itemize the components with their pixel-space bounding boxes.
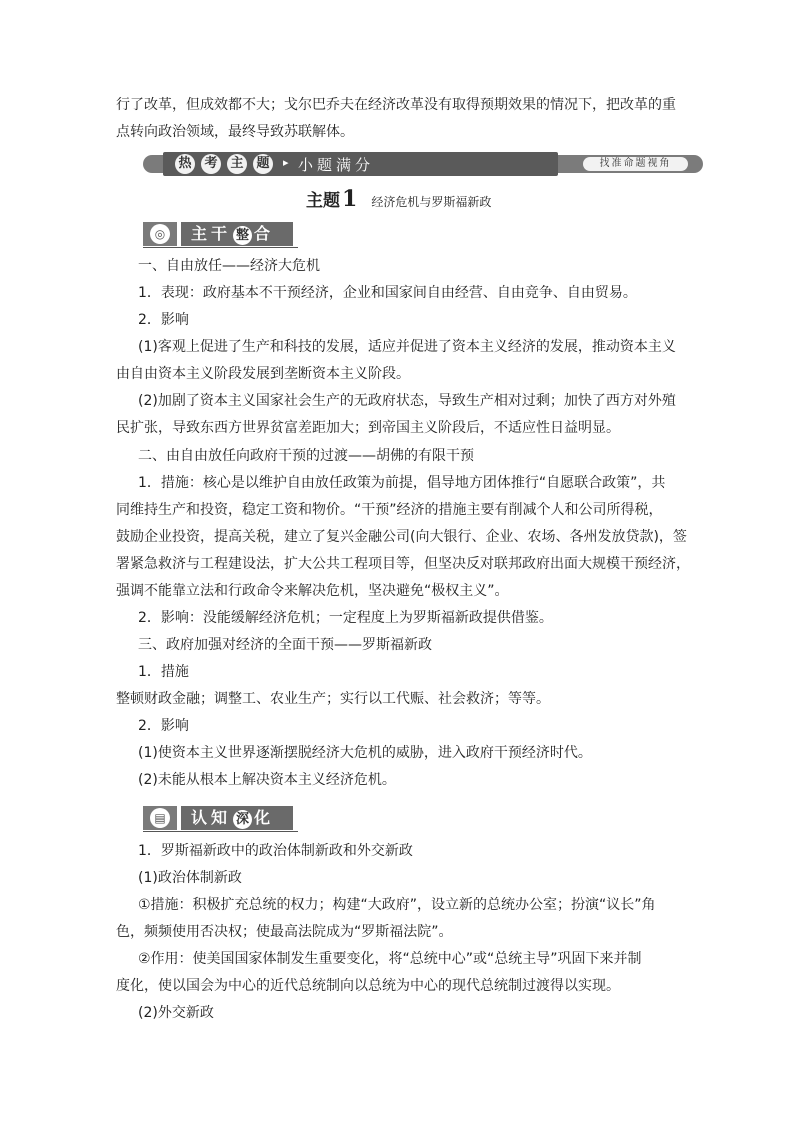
- banner-char: 主: [227, 154, 247, 174]
- paragraph-line: ①措施：积极扩充总统的权力；构建“大政府”，设立新的总统办公室；扮演“议长”角: [138, 897, 656, 913]
- section-label-highlight: 整: [233, 226, 252, 245]
- paragraph-line: 1．措施: [138, 664, 189, 680]
- section-label-post: 化: [254, 808, 275, 827]
- paragraph-line: 署紧急救济与工程建设法，扩大公共工程项目等，但坚决反对联邦政府出面大规模干预经济，: [116, 556, 690, 572]
- paragraph-line: (2)外交新政: [138, 1005, 214, 1021]
- banner-char: 考: [201, 154, 221, 174]
- paragraph-line: 同维持生产和投资，稳定工资和物价。“干预”经济的措施主要有削减个人和公司所得税，: [116, 502, 663, 518]
- banner-char: 题: [253, 154, 273, 174]
- paragraph-line: ②作用：使美国国家体制发生重要变化，将“总统中心”或“总统主导”巩固下来并制: [138, 951, 642, 967]
- banner-main-strip: [163, 152, 558, 176]
- section-badge: [143, 806, 177, 830]
- paragraph-line: 点转向政治领域，最终导致苏联解体。: [116, 124, 354, 140]
- topic-subtitle: 经济危机与罗斯福新政: [371, 195, 492, 209]
- banner-arrow-icon: ▸: [283, 156, 289, 169]
- banner-char: 热: [175, 154, 195, 174]
- section-label: [181, 806, 293, 830]
- paragraph-line: 鼓励企业投资，提高关税，建立了复兴金融公司(向大银行、企业、农场、各州发放贷款)，签: [116, 529, 687, 545]
- section-badge: [143, 222, 177, 246]
- paragraph-line: 色，频频使用否决权；使最高法院成为“罗斯福法院”。: [116, 924, 453, 940]
- heading-line: 三、政府加强对经济的全面干预——罗斯福新政: [138, 637, 432, 653]
- topic-label: 主题: [306, 191, 340, 211]
- hot-topic-banner: [143, 152, 703, 176]
- section-label-pre: 主干: [191, 224, 232, 243]
- book-icon: ▤: [150, 808, 170, 828]
- banner-tag: 找准命题视角: [583, 157, 688, 171]
- section-label-pre: 认知: [191, 808, 232, 827]
- paragraph-line: 度化，使以国会为中心的近代总统制向以总统为中心的现代总统制过渡得以实现。: [116, 978, 620, 994]
- section-underline: [143, 247, 298, 248]
- paragraph-line: (2)未能从根本上解决资本主义经济危机。: [138, 772, 396, 788]
- paragraph-line: 行了改革，但成效都不大；戈尔巴乔夫在经济改革没有取得预期效果的情况下，把改革的重: [116, 97, 676, 113]
- paragraph-line: 2．影响: [138, 718, 189, 734]
- paragraph-line: (2)加剧了资本主义国家社会生产的无政府状态，导致生产相对过剩；加快了西方对外殖: [138, 393, 676, 409]
- section-label-highlight: 深: [233, 810, 252, 829]
- section-underline: [143, 831, 298, 832]
- topic-number: 1: [342, 186, 358, 212]
- section-label: [181, 222, 293, 246]
- banner-subtitle: 小题满分: [298, 156, 375, 174]
- target-icon: ◎: [150, 224, 170, 244]
- paragraph-line: 1．措施：核心是以维护自由放任政策为前提，倡导地方团体推行“自愿联合政策”，共: [138, 475, 666, 491]
- paragraph-line: 整顿财政金融；调整工、农业生产；实行以工代赈、社会救济；等等。: [116, 691, 550, 707]
- section-label-post: 合: [254, 224, 275, 243]
- heading-line: 1．罗斯福新政中的政治体制新政和外交新政: [138, 843, 413, 859]
- paragraph-line: 2．影响: [138, 312, 189, 328]
- heading-line: 二、由自由放任向政府干预的过渡——胡佛的有限干预: [138, 448, 474, 464]
- heading-line: 一、自由放任——经济大危机: [138, 258, 320, 274]
- paragraph-line: (1)客观上促进了生产和科技的发展，适应并促进了资本主义经济的发展，推动资本主义: [138, 339, 676, 355]
- topic-title: [306, 186, 491, 212]
- section-header-integration: [143, 222, 298, 248]
- paragraph-line: 2．影响：没能缓解经济危机；一定程度上为罗斯福新政提供借鉴。: [138, 610, 553, 626]
- paragraph-line: 1．表现：政府基本不干预经济，企业和国家间自由经营、自由竞争、自由贸易。: [138, 285, 637, 301]
- section-header-deepen: [143, 806, 298, 832]
- paragraph-line: 民扩张，导致东西方世界贫富差距加大；到帝国主义阶段后，不适应性日益明显。: [116, 420, 620, 436]
- paragraph-line: (1)使资本主义世界逐渐摆脱经济大危机的威胁，进入政府干预经济时代。: [138, 745, 592, 761]
- paragraph-line: 强调不能靠立法和行政命令来解决危机，坚决避免“极权主义”。: [116, 583, 509, 599]
- paragraph-line: 由自由资本主义阶段发展到垄断资本主义阶段。: [116, 366, 410, 382]
- paragraph-line: (1)政治体制新政: [138, 870, 242, 886]
